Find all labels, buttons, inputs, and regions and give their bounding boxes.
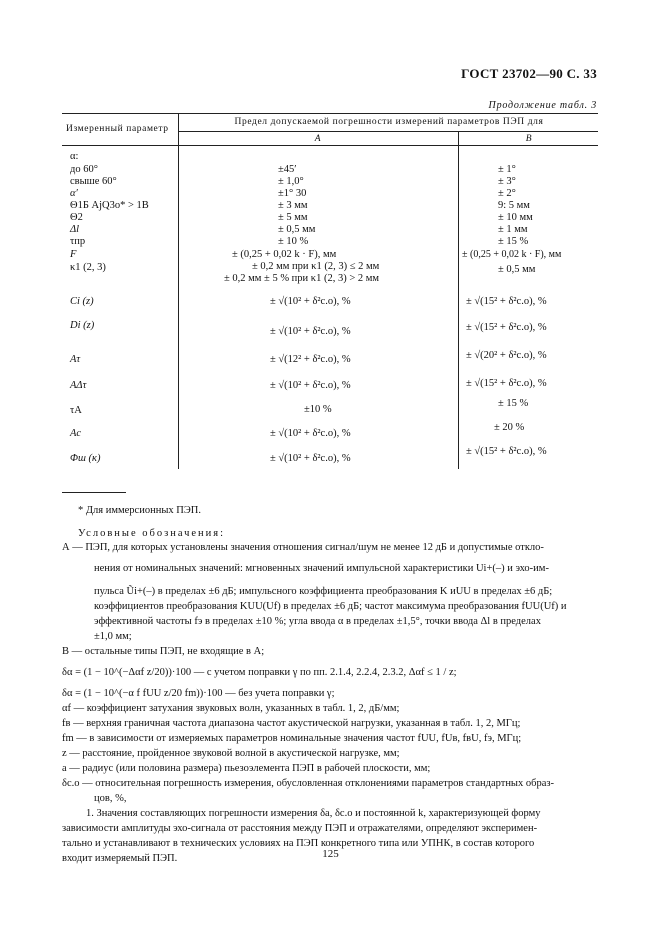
note-line: δс.о — относительная погрешность измерения, обусловленная отклонениями параметров стандартных образ-	[62, 778, 555, 789]
row-value-a: ±45′	[278, 164, 297, 175]
table-col-divider-1	[178, 113, 179, 469]
row-param: κ1 (2, 3)	[70, 262, 106, 273]
row-param: Ac	[70, 428, 82, 439]
row-value-a: ± 10 %	[278, 236, 309, 247]
row-value-a: ± 0,2 мм при κ1 (2, 3) ≤ 2 мм	[252, 261, 380, 272]
row-value-b: ± √(15² + δ²с.о), %	[466, 446, 547, 457]
note-line: А — ПЭП, для которых установлены значения отношения сигнал/шум не менее 12 дБ и допустимые откло-	[62, 542, 544, 553]
row-value-b: 9: 5 мм	[498, 200, 530, 211]
note-line: а — радиус (или половина размера) пьезоэлемента ПЭП в рабочей плоскости, мм;	[62, 763, 431, 774]
note-line: нения от номинальных значений: мгновенных значений импульсной характеристики Ui+(–) и эхо-им-	[94, 563, 549, 574]
row-param: τпр	[70, 236, 86, 247]
row-param: Φш (к)	[70, 453, 101, 464]
table-top-rule	[62, 113, 598, 114]
row-value-b: ± √(15² + δ²с.о), %	[466, 378, 547, 389]
note-line: эффективной частоты fэ в пределах ±10 %; угла ввода α в пределах ±1,5°, точки ввода Δl в пределах	[94, 616, 541, 627]
row-value-a: ± 5 мм	[278, 212, 308, 223]
note-line: z — расстояние, пройденное звуковой волной в акустической нагрузке, мм;	[62, 748, 400, 759]
row-value-a: ± √(10² + δ²с.о), %	[270, 380, 351, 391]
row-value-a-line2: ± 0,2 мм ± 5 % при κ1 (2, 3) > 2 мм	[224, 273, 380, 284]
note-line: пульса Ũi+(–) в пределах ±6 дБ; импульсного коэффициента преобразования K иUU в пределах ±6 дБ;	[94, 586, 553, 597]
document-header: ГОСТ 23702—90 С. 33	[461, 66, 597, 81]
note-line: цов, %,	[94, 793, 127, 804]
row-value-a: ±1° 30	[278, 188, 307, 199]
table-continuation-label: Продолжение табл. 3	[488, 100, 597, 111]
note-line: δα = (1 − 10^(−α f fUU z/20 fm))·100 — без учета поправки γ;	[62, 688, 335, 699]
col-header-b: B	[525, 134, 533, 144]
row-value-a: ± 1,0°	[278, 176, 304, 187]
col-header-group: Предел допускаемой погрешности измерений параметров ПЭП для	[234, 117, 544, 127]
row-param: AΔτ	[70, 380, 87, 391]
row-value-b: ± 15 %	[498, 236, 529, 247]
row-value-a: ± √(10² + δ²с.о), %	[270, 428, 351, 439]
note-line: зависимости амплитуды эхо-сигнала от расстояния между ПЭП и отражателями, определяют эксперимен-	[62, 823, 538, 834]
row-param: до 60°	[70, 164, 98, 175]
row-value-b: ± 0,5 мм	[498, 264, 536, 275]
table-col-divider-2	[458, 131, 459, 469]
row-value-b: ± 15 %	[498, 398, 529, 409]
note-line: входит измеряемый ПЭП.	[62, 853, 178, 864]
note-line: fв — верхняя граничная частота диапазона частот акустической нагрузки, указанная в табл. 1, 2, МГц;	[62, 718, 521, 729]
notes-block	[62, 540, 598, 866]
row-value-b: ± 1°	[498, 164, 516, 175]
row-value-b: ± 3°	[498, 176, 516, 187]
row-param: свыше 60°	[70, 176, 117, 187]
col-header-a: A	[314, 134, 322, 144]
row-value-a: ± (0,25 + 0,02 k · F), мм	[232, 249, 337, 260]
note-line: fm — в зависимости от измеряемых параметров номинальные значения частот fUU, fUв, fвU, fэ, МГц;	[62, 733, 522, 744]
row-value-a: ± 0,5 мм	[278, 224, 316, 235]
note-line: тально и устанавливают в технических условиях на ПЭП конкретного типа или УПНК, в состав которого	[62, 838, 535, 849]
row-value-a: ± 3 мм	[278, 200, 308, 211]
row-param: τA	[70, 405, 82, 416]
table-group-rule	[178, 131, 598, 132]
row-value-b: ± 10 мм	[498, 212, 533, 223]
row-param: α′	[70, 188, 78, 199]
row-param: Ci (z)	[70, 296, 94, 307]
row-param: Θ1Б AjQ3о* > 1B	[70, 200, 149, 211]
row-value-b: ± √(20² + δ²с.о), %	[466, 350, 547, 361]
row-param: Aτ	[70, 354, 81, 365]
row-param: Δl	[70, 224, 80, 235]
row-value-a: ± √(10² + δ²с.о), %	[270, 453, 351, 464]
row-value-b: ± 2°	[498, 188, 516, 199]
note-line: δα = (1 − 10^(−Δαf z/20))·100 — с учетом поправки γ по пп. 2.1.4, 2.2.4, 2.3.2, Δαf ≤ 1 / z;	[62, 667, 457, 678]
row-value-a: ± √(10² + δ²с.о), %	[270, 326, 351, 337]
table-header-rule	[62, 145, 598, 146]
note-line: ±1,0 мм;	[94, 631, 132, 642]
row-value-b: ± (0,25 + 0,02 k · F), мм	[462, 249, 562, 260]
row-param: α:	[70, 151, 79, 162]
row-param: F	[70, 249, 77, 260]
col-header-param: Измеренный параметр	[66, 124, 169, 134]
legend-title: Условные обозначения:	[78, 528, 226, 539]
row-value-b: ± 20 %	[494, 422, 525, 433]
footnote: * Для иммерсионных ПЭП.	[78, 505, 201, 516]
footnote-rule	[62, 492, 126, 493]
page-number: 125	[322, 848, 339, 860]
row-value-b: ± √(15² + δ²с.о), %	[466, 296, 547, 307]
row-value-b: ± 1 мм	[498, 224, 528, 235]
row-value-a: ± √(10² + δ²с.о), %	[270, 296, 351, 307]
note-line: коэффициентов преобразования KUU(Uf) в пределах ±6 дБ; частот максимума преобразования fUU(Uf) и	[94, 601, 567, 612]
row-value-a: ± √(12² + δ²с.о), %	[270, 354, 351, 365]
note-line: αf — коэффициент затухания звуковых волн, указанных в табл. 1, 2, дБ/мм;	[62, 703, 400, 714]
note-line: 1. Значения составляющих погрешности измерения δа, δс.о и постоянной k, характеризующей форму	[86, 808, 541, 819]
row-value-b: ± √(15² + δ²с.о), %	[466, 322, 547, 333]
row-param: Θ2	[70, 212, 83, 223]
row-param: Di (z)	[70, 320, 95, 331]
note-line: В — остальные типы ПЭП, не входящие в А;	[62, 646, 265, 657]
row-value-a: ±10 %	[304, 404, 332, 415]
